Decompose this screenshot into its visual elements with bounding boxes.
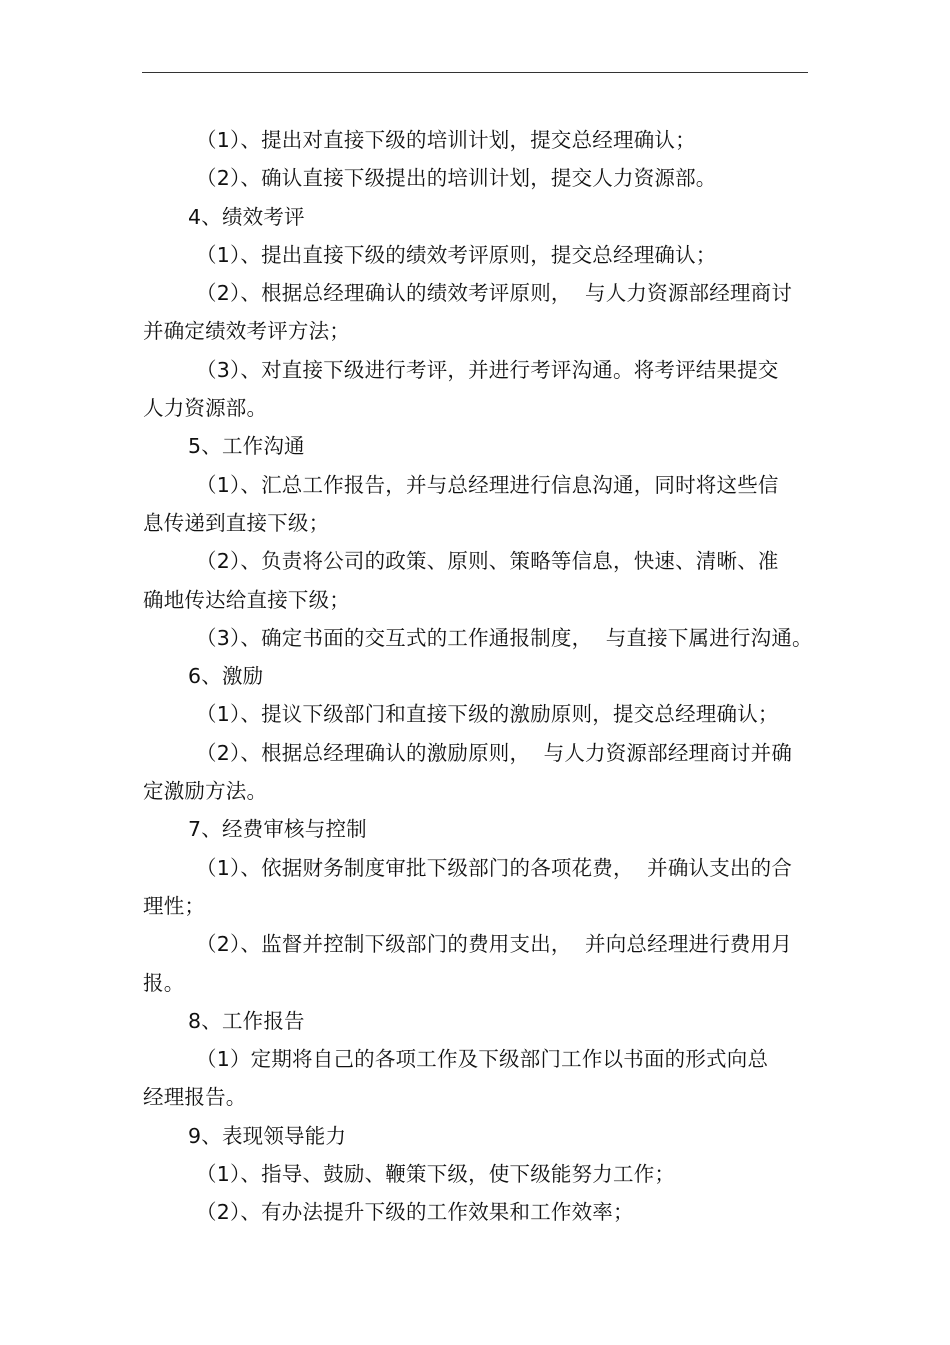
list-item-continuation: 人力资源部。	[143, 396, 268, 421]
list-item-continuation: 确地传达给直接下级；	[143, 587, 350, 612]
list-item: （3）、确定书面的交互式的工作通报制度， 与直接下属进行沟通。	[196, 625, 813, 650]
list-item-continuation: 报。	[143, 970, 185, 995]
section-heading: 5、工作沟通	[188, 434, 305, 459]
section-heading: 7、经费审核与控制	[188, 817, 367, 842]
header-rule	[142, 72, 808, 73]
section-heading: 4、绩效考评	[188, 204, 305, 229]
section-heading: 9、表现领导能力	[188, 1123, 347, 1148]
list-item: （1）、汇总工作报告，并与总经理进行信息沟通，同时将这些信	[196, 472, 779, 497]
list-item-continuation: 并确定绩效考评方法；	[143, 319, 350, 344]
list-item-continuation: 理性；	[143, 893, 206, 918]
section-heading: 6、激励	[188, 664, 264, 689]
list-item: （2）、根据总经理确认的绩效考评原则， 与人力资源部经理商讨	[196, 281, 793, 306]
list-item: （1）、提出直接下级的绩效考评原则，提交总经理确认；	[196, 242, 717, 267]
list-item: （1）、提议下级部门和直接下级的激励原则，提交总经理确认；	[196, 702, 779, 727]
list-item: （2）、监督并控制下级部门的费用支出， 并向总经理进行费用月	[196, 932, 793, 957]
list-item: （1）、提出对直接下级的培训计划，提交总经理确认；	[196, 128, 696, 152]
section-heading: 8、工作报告	[188, 1008, 305, 1033]
list-item-continuation: 定激励方法。	[143, 779, 268, 804]
list-item: （1）定期将自己的各项工作及下级部门工作以书面的形式向总	[196, 1047, 769, 1072]
list-item: （2）、负责将公司的政策、原则、策略等信息，快速、清晰、准	[196, 549, 779, 574]
list-item: （2）、有办法提升下级的工作效果和工作效率；	[196, 1200, 634, 1225]
list-item: （3）、对直接下级进行考评，并进行考评沟通。将考评结果提交	[196, 357, 779, 382]
list-item: （1）、依据财务制度审批下级部门的各项花费， 并确认支出的合	[196, 855, 793, 880]
list-item-continuation: 息传递到直接下级；	[143, 510, 330, 535]
list-item: （2）、确认直接下级提出的培训计划，提交人力资源部。	[196, 166, 717, 191]
list-item: （1）、指导、鼓励、鞭策下级，使下级能努力工作；	[196, 1162, 676, 1187]
list-item: （2）、根据总经理确认的激励原则， 与人力资源部经理商讨并确	[196, 740, 793, 765]
list-item-continuation: 经理报告。	[143, 1085, 247, 1110]
document-body	[143, 121, 813, 1232]
